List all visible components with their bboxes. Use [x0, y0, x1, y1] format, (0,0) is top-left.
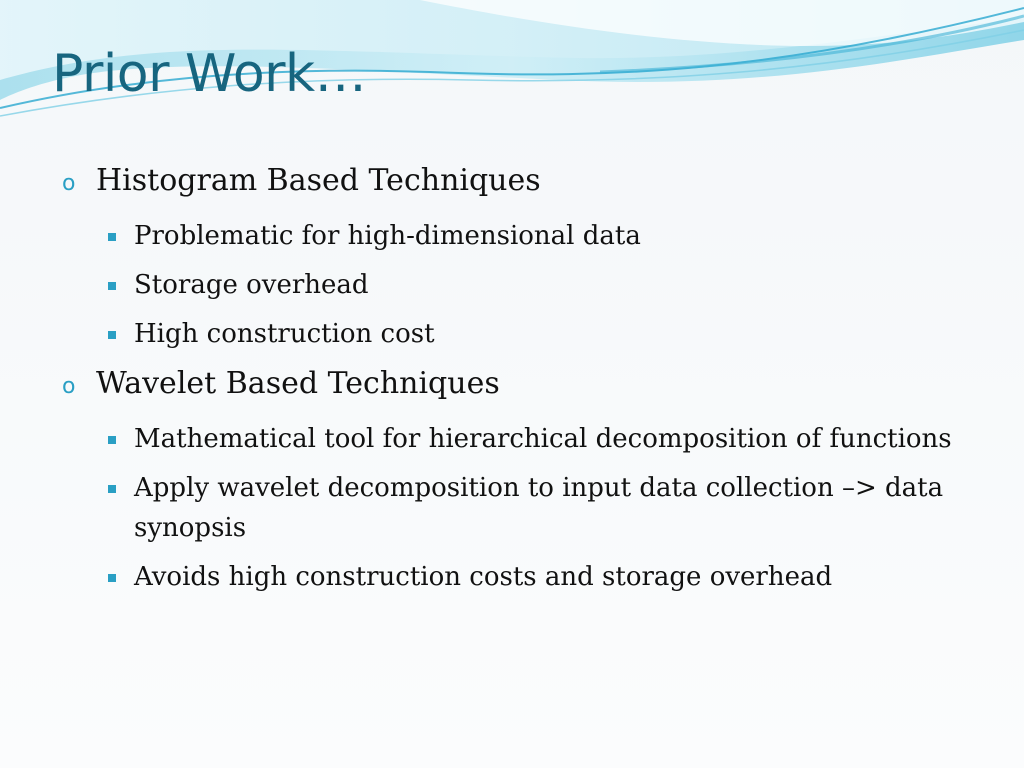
- square-bullet-icon: [106, 468, 134, 508]
- section-heading: Histogram Based Techniques: [96, 163, 541, 198]
- list-item-text: Apply wavelet decomposition to input data collection –> data synopsis: [134, 473, 944, 543]
- list-item-text: Mathematical tool for hierarchical decomposition of functions: [134, 424, 952, 454]
- list-item-level2: [106, 216, 980, 256]
- slide-title: Prior Work…: [52, 44, 367, 104]
- list-item-level2: [106, 557, 980, 597]
- bullet-list: [60, 160, 980, 606]
- square-bullet-icon: [106, 419, 134, 459]
- section-heading: Wavelet Based Techniques: [96, 366, 500, 401]
- list-item-text: Storage overhead: [134, 270, 369, 300]
- list-item-text: Problematic for high-dimensional data: [134, 221, 641, 251]
- square-bullet-icon: [106, 314, 134, 354]
- list-item-level1: [60, 160, 980, 208]
- list-item-level2: [106, 265, 980, 305]
- list-item-level2: [106, 314, 980, 354]
- list-item-level2: [106, 419, 980, 459]
- list-item-level1: [60, 363, 980, 411]
- list-item-text: Avoids high construction costs and storage overhead: [134, 562, 833, 592]
- square-bullet-icon: [106, 216, 134, 256]
- list-item-level2: [106, 468, 980, 548]
- square-bullet-icon: [106, 557, 134, 597]
- sub-list: [106, 216, 980, 354]
- hollow-circle-bullet-icon: o: [62, 374, 76, 399]
- square-bullet-icon: [106, 265, 134, 305]
- sub-list: [106, 419, 980, 597]
- hollow-circle-bullet-icon: o: [62, 171, 76, 196]
- list-item-text: High construction cost: [134, 319, 435, 349]
